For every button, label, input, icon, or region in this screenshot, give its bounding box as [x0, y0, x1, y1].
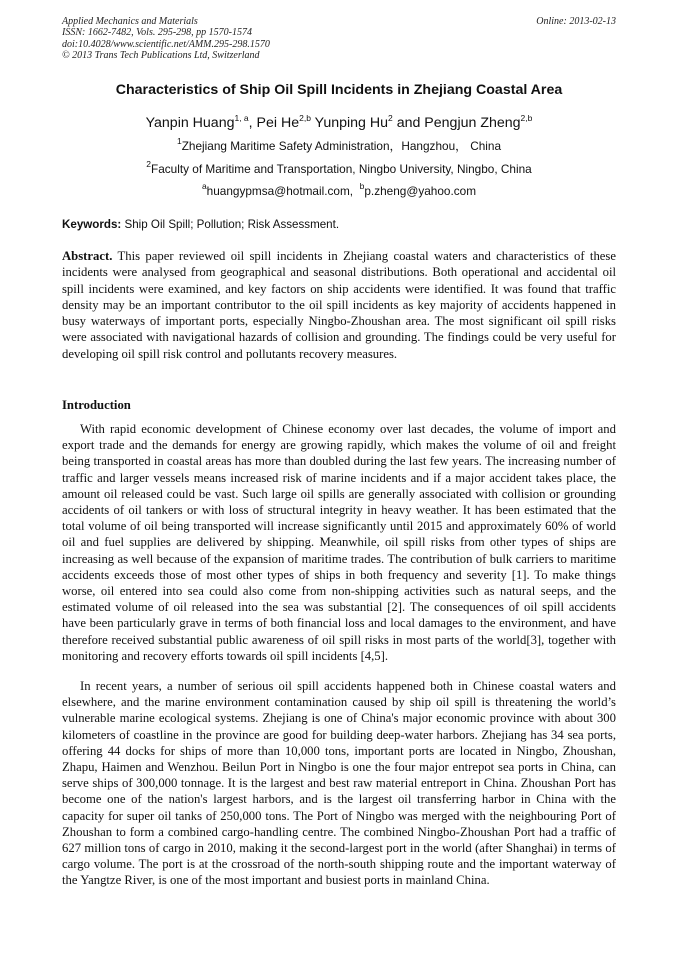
author-list	[62, 114, 616, 132]
author-affiliation-mark: 2,b	[520, 113, 533, 123]
email-mark: a	[201, 181, 207, 191]
email-line	[62, 181, 616, 198]
affiliation-mark: 2	[146, 159, 151, 169]
online-date: Online: 2013-02-13	[536, 16, 616, 27]
keywords-text: Ship Oil Spill; Pollution; Risk Assessment.	[121, 218, 340, 231]
journal-header	[62, 16, 616, 61]
affiliation-text: Zhejiang Maritime Safety Administration，Hangzhou， China	[181, 139, 502, 153]
body-paragraph: In recent years, a number of serious oil spill accidents happened both in Chinese coastal waters and elsewhere, and the marine environment contamination caused by ship oil spill is threatening the world’s vulnerable marine ecological systems. Zhejiang is one of China's major economic province with about 300 kilometers of coastline in the province are good for building deep-water harbors. Zhejiang has 34 sea ports, offering 44 docks for ships of more than 10,000 tons, important ports are located in Ningbo, Zhoushan, Zhapu, Haimen and Wenzhou. Beilun Port in Ningbo is one the four major entrepot sea ports in China, can serve ships of 300,000 tonnage. It is the largest and best raw material entreport in China. Zhoushan Port has become one of the nation's largest harbors, and is the largest oil transferring harbor in China with the capacity for super oil tanks of 250,000 tons. The Port of Ningbo was merged with the neighbouring Port of Zhoushan to form a combined cargo-handling centre. The combined Ningbo-Zhoushan Port had a traffic of 627 million tons of cargo in 2010, making it the second-largest port in the world (after Shanghai) in terms of cargo volume. The port is at the crossroad of the north-south shipping route and the important waterway of the Yangtze River, is one of the most important and busiest ports in mainland China.	[62, 679, 616, 888]
paper-title: Characteristics of Ship Oil Spill Incidents in Zhejiang Coastal Area	[115, 82, 563, 98]
body-paragraph: With rapid economic development of Chinese economy over last decades, the volume of import and export trade and the demands for energy are growing rapidly, which makes the volume of oil and freight being transported in coastal areas has more than doubled during the last few years. The increasing number of traffic and larger vessels means increased risk of marine incidents and if a major accident takes place, the amount oil released could be vast. Such large oil spills are generally associated with collision or grounding accidents of oil tankers or with loss of structural integrity in heavy weather. It has been estimated that the total volume of oil being transported will increase significantly until 2015 and approximately 60% of world oil and fuel supplies are delivered by shipping. Meanwhile, oil spill risks from other types of ships are increasing as well because of the expansion of maritime trades. The contribution of bulk carriers to maritime accidents exceeds those of most other types of ships in both frequency and severity [1]. To make things worse, oil entered into sea could also come from non-shipping activities such as natural seeps, and the estimated volume of oil released into the sea was substantial [2]. The consequences of oil spill accidents have been particularly grave in terms of both financial loss and local damages to the environment, and have therefore received substantial public awareness of oil spill risks in most parts of the world[3], together with monitoring and recovery efforts towards oil spill incidents [4,5].	[62, 422, 616, 663]
keywords-label: Keywords:	[62, 218, 122, 231]
email-address: p.zheng@yahoo.com	[364, 184, 477, 198]
journal-name: Applied Mechanics and Materials	[62, 16, 198, 27]
author-name: , Pei He	[248, 115, 300, 131]
email-address: huangypmsa@hotmail.com,	[206, 184, 354, 198]
author-affiliation-mark: 1, a	[234, 113, 249, 123]
copyright-line: © 2013 Trans Tech Publications Ltd, Switzerland	[62, 49, 260, 61]
author-affiliation-mark: 2,b	[299, 113, 311, 123]
abstract	[62, 248, 616, 362]
affiliation-text: Faculty of Maritime and Transportation, Ningbo University, Ningbo, China	[151, 162, 532, 176]
affiliation-1	[62, 136, 616, 153]
affiliation-2	[62, 159, 616, 176]
keywords	[62, 218, 616, 232]
affiliation-mark: 1	[176, 136, 182, 146]
abstract-text: This paper reviewed oil spill incidents in Zhejiang coastal waters and characteristics of these incidents were analysed from geographical and seasonal distributions. Both operational and accidental oil spill incidents were examined, and key factors on ship accidents were identified. It was found that traffic density may be an important contributor to the oil spill incidents as key majority of accidents happened in busy waterways of important ports, especially Ningbo-Zhoushan area. The most significant oil spill risks were associated with navigational hazards of collision and grounding. The findings could be very useful for developing oil spill risk control and pollutants recovery measures.	[62, 249, 616, 361]
author-name: and Pengjun Zheng	[392, 115, 521, 131]
email-mark: b	[359, 181, 365, 191]
author-name: Yunping Hu	[310, 115, 389, 131]
author-affiliation-mark: 2	[388, 113, 393, 123]
issn-line: ISSN: 1662-7482, Vols. 295-298, pp 1570-1574	[62, 27, 252, 39]
abstract-label: Abstract.	[62, 249, 113, 263]
author-name: Yanpin Huang	[145, 115, 235, 131]
section-heading: Introduction	[62, 398, 131, 412]
doi-line: doi:10.4028/www.scientific.net/AMM.295-298.1570	[62, 38, 270, 50]
